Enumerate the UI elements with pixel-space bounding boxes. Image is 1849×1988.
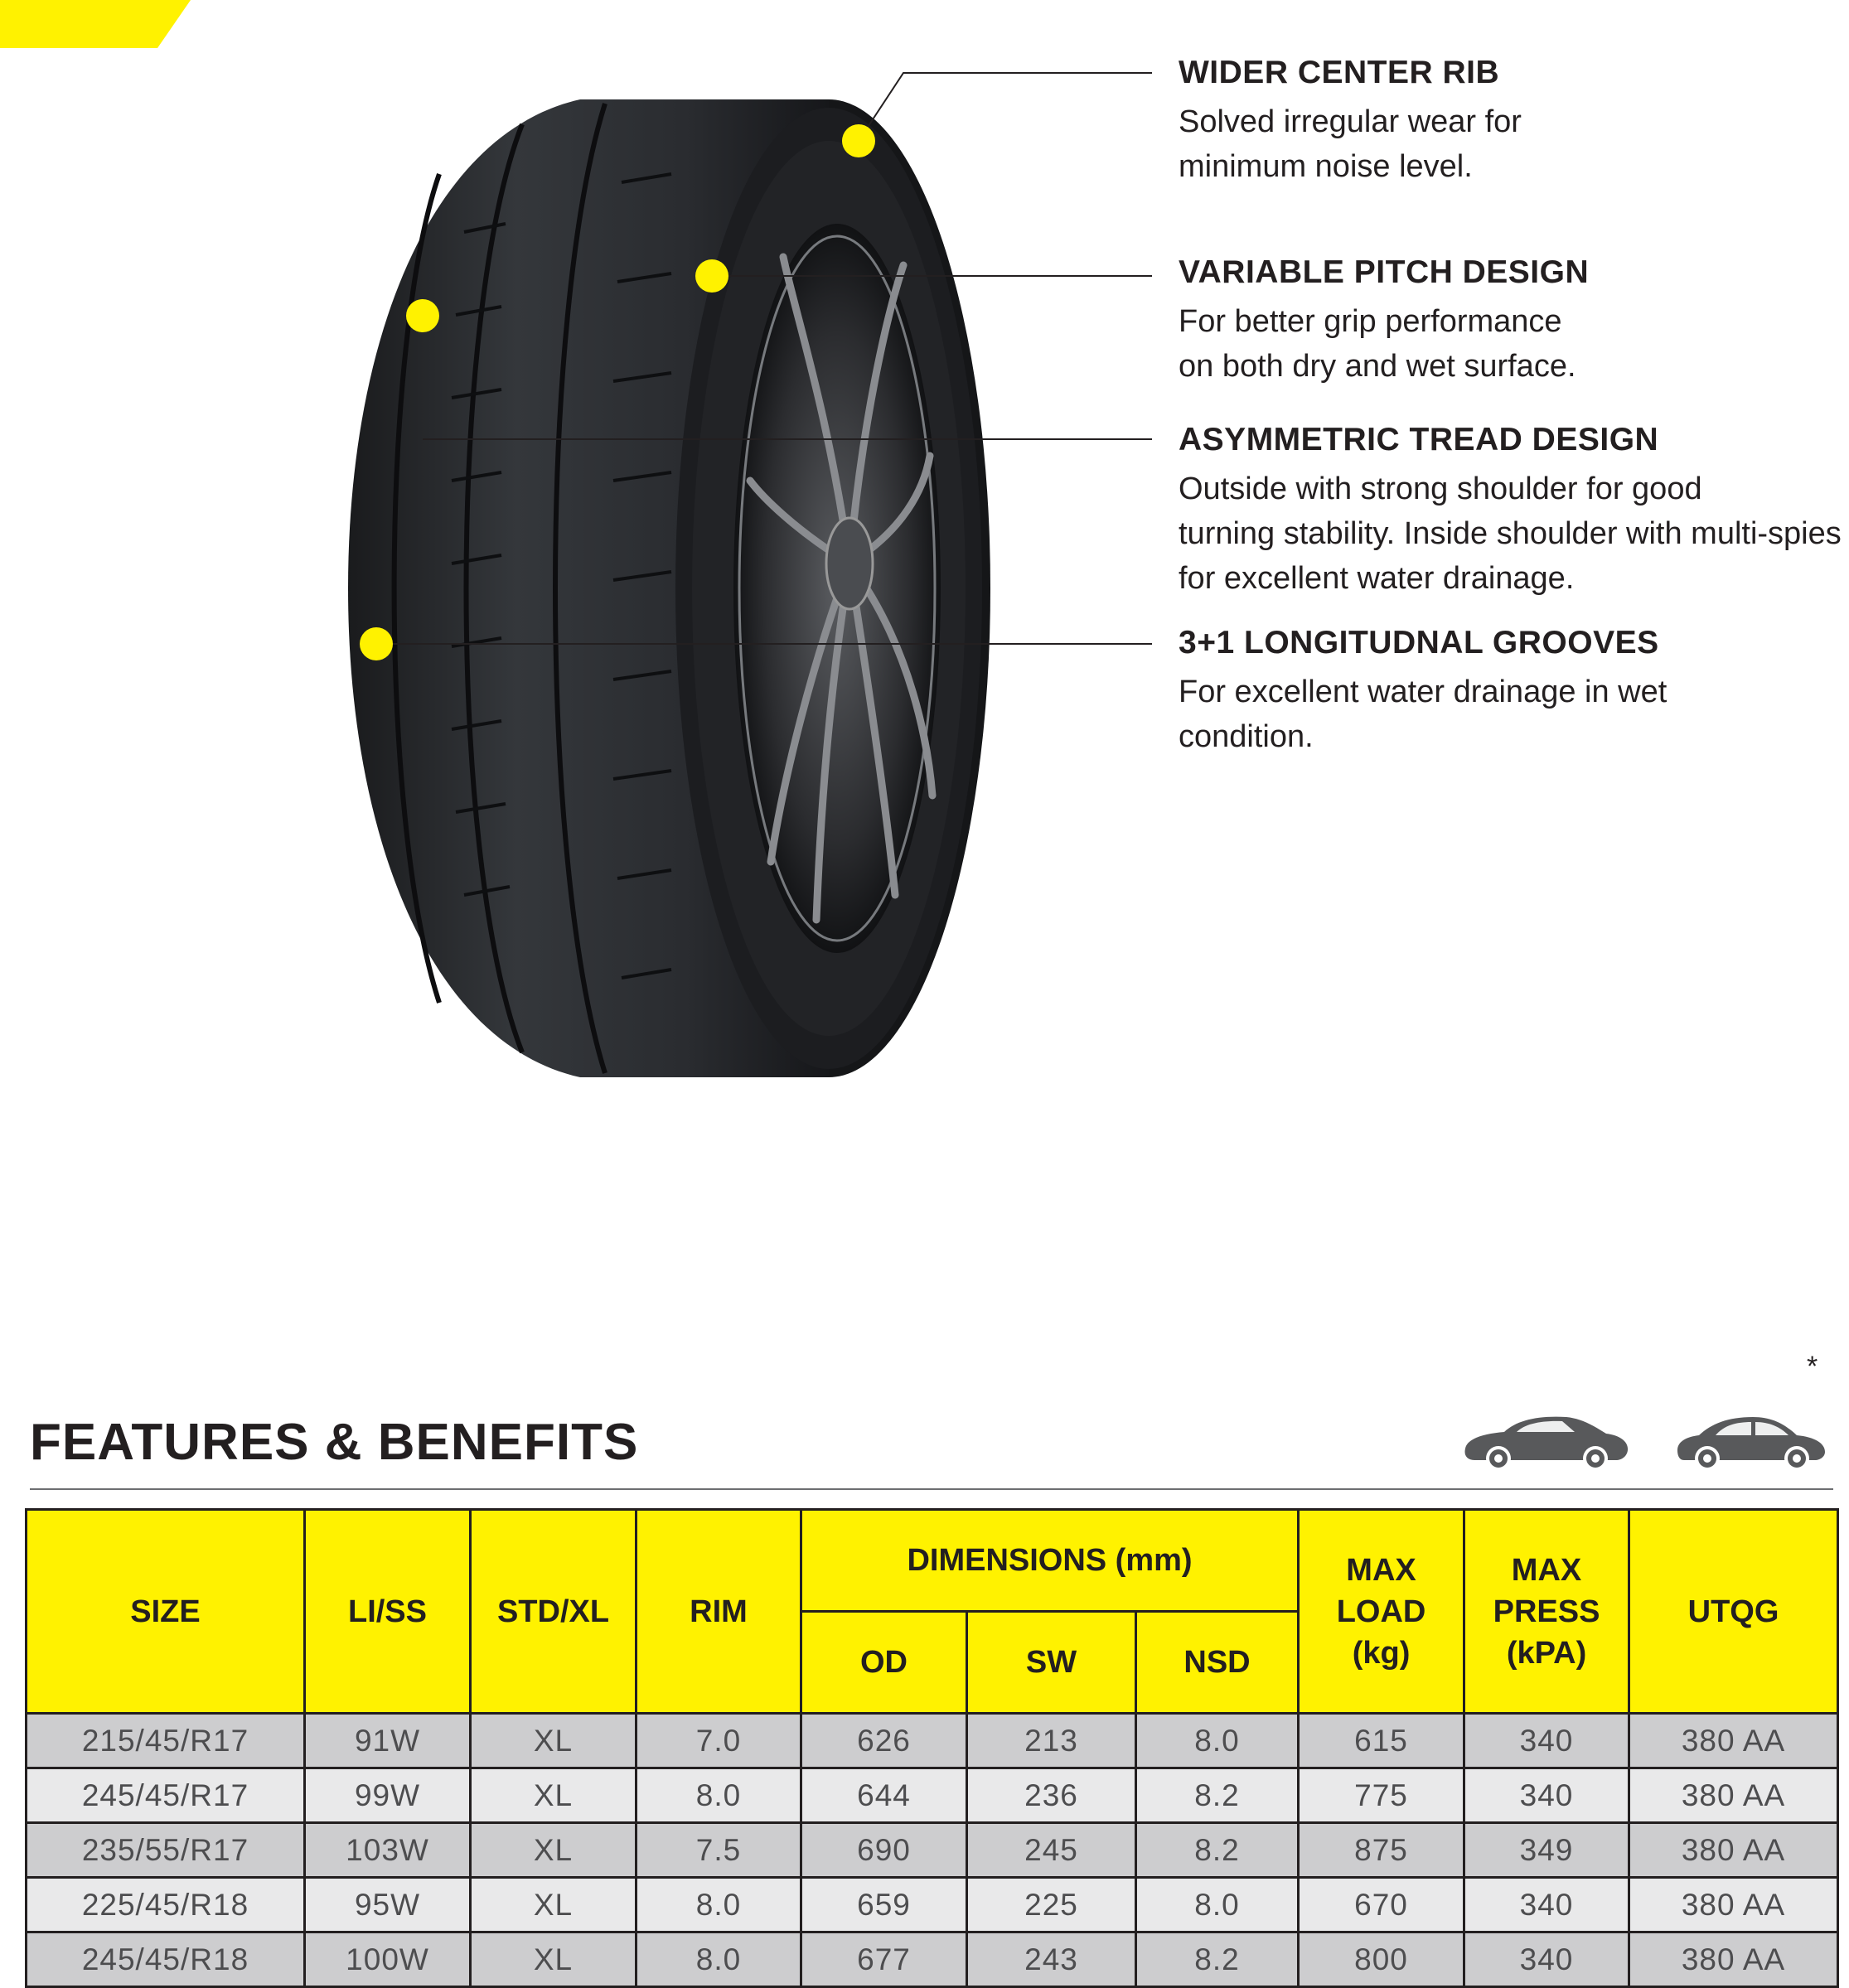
cell-nsd: 8.2 xyxy=(1136,1932,1299,1987)
cell-std-xl: XL xyxy=(471,1714,637,1768)
cell-std-xl: XL xyxy=(471,1932,637,1987)
cell-sw: 245 xyxy=(967,1823,1136,1878)
cell-size: 245/45/R17 xyxy=(27,1768,305,1823)
feature-title: WIDER CENTER RIB xyxy=(1179,55,1500,90)
header-std-xl: STD/XL xyxy=(471,1510,637,1714)
header-size: SIZE xyxy=(27,1510,305,1714)
feature-wider-center-rib xyxy=(1179,51,1842,189)
cell-size: 245/45/R18 xyxy=(27,1932,305,1987)
cell-max-load: 670 xyxy=(1299,1878,1464,1932)
feature-variable-pitch xyxy=(1179,251,1842,389)
header-li-ss: LI/SS xyxy=(305,1510,471,1714)
header-utqg: UTQG xyxy=(1629,1510,1838,1714)
header-rim: RIM xyxy=(637,1510,801,1714)
feature-description: For excellent water drainage in wet condition. xyxy=(1179,675,1667,754)
sedan-car-icon xyxy=(1674,1409,1828,1475)
cell-rim: 8.0 xyxy=(637,1932,801,1987)
cell-sw: 225 xyxy=(967,1878,1136,1932)
cell-nsd: 8.0 xyxy=(1136,1714,1299,1768)
cell-utqg: 380 AA xyxy=(1629,1768,1838,1823)
cell-utqg: 380 AA xyxy=(1629,1823,1838,1878)
table-row xyxy=(27,1932,1838,1987)
feature-title: ASYMMETRIC TREAD DESIGN xyxy=(1179,422,1659,457)
table-row xyxy=(27,1823,1838,1878)
cell-max-load: 615 xyxy=(1299,1714,1464,1768)
tire-image xyxy=(332,66,995,1094)
cell-li-ss: 100W xyxy=(305,1932,471,1987)
cell-std-xl: XL xyxy=(471,1768,637,1823)
feature-description: For better grip performance on both dry and wet surface. xyxy=(1179,304,1576,384)
cell-max-press: 340 xyxy=(1464,1932,1629,1987)
cell-sw: 213 xyxy=(967,1714,1136,1768)
cell-li-ss: 99W xyxy=(305,1768,471,1823)
section-title: FEATURES & BENEFITS xyxy=(30,1414,639,1471)
cell-max-press: 349 xyxy=(1464,1823,1629,1878)
section-divider xyxy=(30,1488,1833,1490)
header-max-press: MAX PRESS (kPA) xyxy=(1464,1510,1629,1714)
feature-title: 3+1 LONGITUDNAL GROOVES xyxy=(1179,625,1659,660)
cell-nsd: 8.0 xyxy=(1136,1878,1299,1932)
cell-rim: 8.0 xyxy=(637,1878,801,1932)
table-row xyxy=(27,1714,1838,1768)
corner-accent-tab xyxy=(0,0,191,48)
cell-od: 677 xyxy=(801,1932,967,1987)
cell-utqg: 380 AA xyxy=(1629,1878,1838,1932)
cell-max-load: 875 xyxy=(1299,1823,1464,1878)
cell-max-press: 340 xyxy=(1464,1878,1629,1932)
table-row xyxy=(27,1768,1838,1823)
feature-description: Outside with strong shoulder for good turning stability. Inside shoulder with multi-spies for excellent water drainage. xyxy=(1179,472,1842,596)
cell-std-xl: XL xyxy=(471,1878,637,1932)
cell-od: 644 xyxy=(801,1768,967,1823)
cell-size: 225/45/R18 xyxy=(27,1878,305,1932)
cell-od: 626 xyxy=(801,1714,967,1768)
cell-max-load: 800 xyxy=(1299,1932,1464,1987)
cell-max-load: 775 xyxy=(1299,1768,1464,1823)
header-dimensions: DIMENSIONS (mm) xyxy=(801,1510,1299,1612)
header-sw: SW xyxy=(967,1612,1136,1714)
specifications-table xyxy=(25,1508,1839,1988)
cell-utqg: 380 AA xyxy=(1629,1714,1838,1768)
cell-size: 215/45/R17 xyxy=(27,1714,305,1768)
cell-rim: 7.5 xyxy=(637,1823,801,1878)
feature-longitudinal-grooves xyxy=(1179,622,1842,759)
cell-nsd: 8.2 xyxy=(1136,1823,1299,1878)
header-nsd: NSD xyxy=(1136,1612,1299,1714)
cell-std-xl: XL xyxy=(471,1823,637,1878)
cell-rim: 8.0 xyxy=(637,1768,801,1823)
feature-asymmetric-tread xyxy=(1179,418,1842,601)
cell-rim: 7.0 xyxy=(637,1714,801,1768)
cell-size: 235/55/R17 xyxy=(27,1823,305,1878)
cell-li-ss: 91W xyxy=(305,1714,471,1768)
cell-nsd: 8.2 xyxy=(1136,1768,1299,1823)
table-row xyxy=(27,1878,1838,1932)
feature-title: VARIABLE PITCH DESIGN xyxy=(1179,254,1590,290)
header-max-load: MAX LOAD (kg) xyxy=(1299,1510,1464,1714)
sport-car-icon xyxy=(1459,1409,1633,1475)
footnote-mark: * xyxy=(1807,1351,1818,1382)
cell-sw: 236 xyxy=(967,1768,1136,1823)
feature-description: Solved irregular wear for minimum noise level. xyxy=(1179,104,1522,184)
cell-li-ss: 95W xyxy=(305,1878,471,1932)
header-od: OD xyxy=(801,1612,967,1714)
cell-sw: 243 xyxy=(967,1932,1136,1987)
cell-max-press: 340 xyxy=(1464,1768,1629,1823)
cell-od: 659 xyxy=(801,1878,967,1932)
cell-od: 690 xyxy=(801,1823,967,1878)
cell-li-ss: 103W xyxy=(305,1823,471,1878)
cell-utqg: 380 AA xyxy=(1629,1932,1838,1987)
cell-max-press: 340 xyxy=(1464,1714,1629,1768)
